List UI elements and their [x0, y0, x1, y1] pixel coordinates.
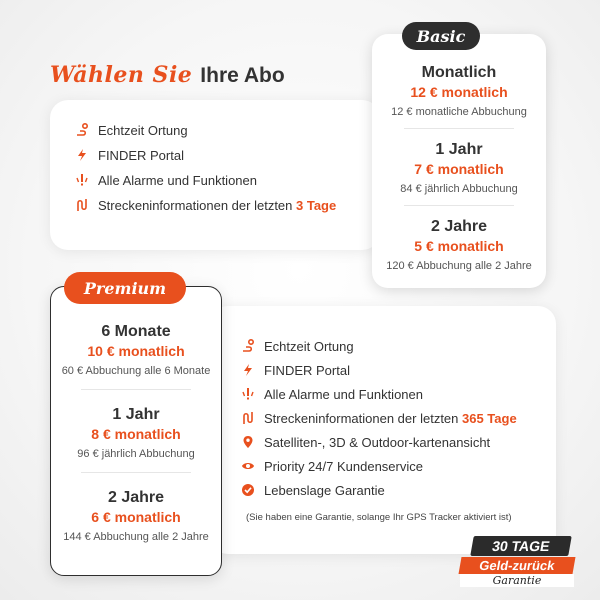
basic-badge: Basic: [402, 22, 480, 50]
lightning-icon: [74, 147, 90, 163]
feature-item: [240, 338, 517, 354]
feature-label: Satelliten-, 3D & Outdoor-kartenansicht: [264, 434, 491, 450]
feature-item: [74, 122, 336, 138]
seal-line-money-back: Geld-zurück: [459, 557, 576, 574]
plan-6-monate: [62, 323, 211, 377]
plan-name: 2 Jahre: [430, 218, 488, 235]
plan-price: 7 € monatlich: [414, 161, 504, 177]
divider: [404, 128, 514, 129]
premium-plan-list: [51, 287, 221, 543]
seal-line-days: 30 TAGE: [470, 536, 572, 556]
seal-line-guarantee: Garantie: [460, 574, 574, 587]
plan-price: 8 € monatlich: [91, 426, 181, 442]
plan-billing: 120 € Abbuchung alle 2 Jahre: [386, 260, 532, 272]
divider: [404, 205, 514, 206]
premium-badge: Premium: [64, 272, 186, 304]
plan-price: 10 € monatlich: [87, 343, 185, 359]
basic-features-card: [50, 100, 380, 250]
plan-billing: 12 € monatliche Abbuchung: [391, 106, 527, 118]
feature-highlight: 3 Tage: [296, 197, 337, 213]
header-script-text: Wählen Sie: [50, 62, 193, 88]
premium-feature-list: [240, 338, 517, 498]
feature-label: Alle Alarme und Funktionen: [98, 172, 257, 188]
plan-price: 5 € monatlich: [414, 238, 504, 254]
plan-2-jahre: [63, 489, 209, 543]
plan-price: 12 € monatlich: [410, 84, 508, 100]
route-icon: [240, 338, 256, 354]
path-icon: [240, 410, 256, 426]
feature-label: Alle Alarme und Funktionen: [264, 386, 423, 402]
feature-label: Echtzeit Ortung: [264, 338, 354, 354]
plan-1-jahr: [77, 406, 194, 460]
feature-label: FINDER Portal: [98, 147, 184, 163]
alarm-icon: [74, 172, 90, 188]
plan-name: 1 Jahr: [435, 141, 483, 158]
feature-label: Streckeninformationen der letzten 3 Tage: [98, 197, 337, 213]
plan-name: 1 Jahr: [112, 406, 160, 423]
guarantee-footnote: (Sie haben eine Garantie, solange Ihr GPS Tracker aktiviert ist): [246, 512, 512, 523]
plan-billing: 84 € jährlich Abbuchung: [400, 183, 518, 195]
plan-billing: 60 € Abbuchung alle 6 Monate: [61, 365, 211, 377]
alarm-icon: [240, 386, 256, 402]
feature-item: [240, 362, 517, 378]
page-header: [50, 62, 285, 88]
feature-item: [74, 147, 336, 163]
feature-label: Echtzeit Ortung: [98, 122, 188, 138]
divider: [81, 472, 191, 473]
plan-name: 6 Monate: [101, 323, 171, 340]
feature-item: [240, 434, 517, 450]
feature-label: Lebenslage Garantie: [264, 482, 385, 498]
feature-item: [240, 458, 517, 474]
basic-plan-list: [372, 34, 546, 272]
plan-1-jahr: [400, 141, 517, 195]
page-title: Ihre Abo: [200, 64, 285, 87]
plan-billing: 96 € jährlich Abbuchung: [77, 448, 195, 460]
feature-item: [240, 482, 517, 498]
feature-highlight: 365 Tage: [462, 410, 517, 426]
premium-features-card: [210, 306, 556, 554]
eye-icon: [240, 458, 256, 474]
plan-monatlich: [391, 64, 527, 118]
path-icon: [74, 197, 90, 213]
feature-item: [74, 172, 336, 188]
basic-feature-list: [74, 122, 336, 213]
plan-price: 6 € monatlich: [91, 509, 181, 525]
feature-label: Streckeninformationen der letzten 365 Tage: [264, 410, 517, 426]
basic-pricing-card: [372, 34, 546, 288]
plan-name: Monatlich: [421, 64, 497, 81]
route-icon: [74, 122, 90, 138]
check-badge-icon: [240, 482, 256, 498]
money-back-guarantee-seal: [460, 536, 580, 586]
plan-billing: 144 € Abbuchung alle 2 Jahre: [63, 531, 209, 543]
plan-2-jahre: [386, 218, 532, 272]
lightning-icon: [240, 362, 256, 378]
premium-pricing-card: [50, 286, 222, 576]
feature-item: [240, 410, 517, 426]
feature-label: Priority 24/7 Kundenservice: [264, 458, 423, 474]
feature-label: FINDER Portal: [264, 362, 350, 378]
plan-name: 2 Jahre: [107, 489, 165, 506]
divider: [81, 389, 191, 390]
feature-item: [240, 386, 517, 402]
map-pin-icon: [240, 434, 256, 450]
feature-item: [74, 197, 336, 213]
